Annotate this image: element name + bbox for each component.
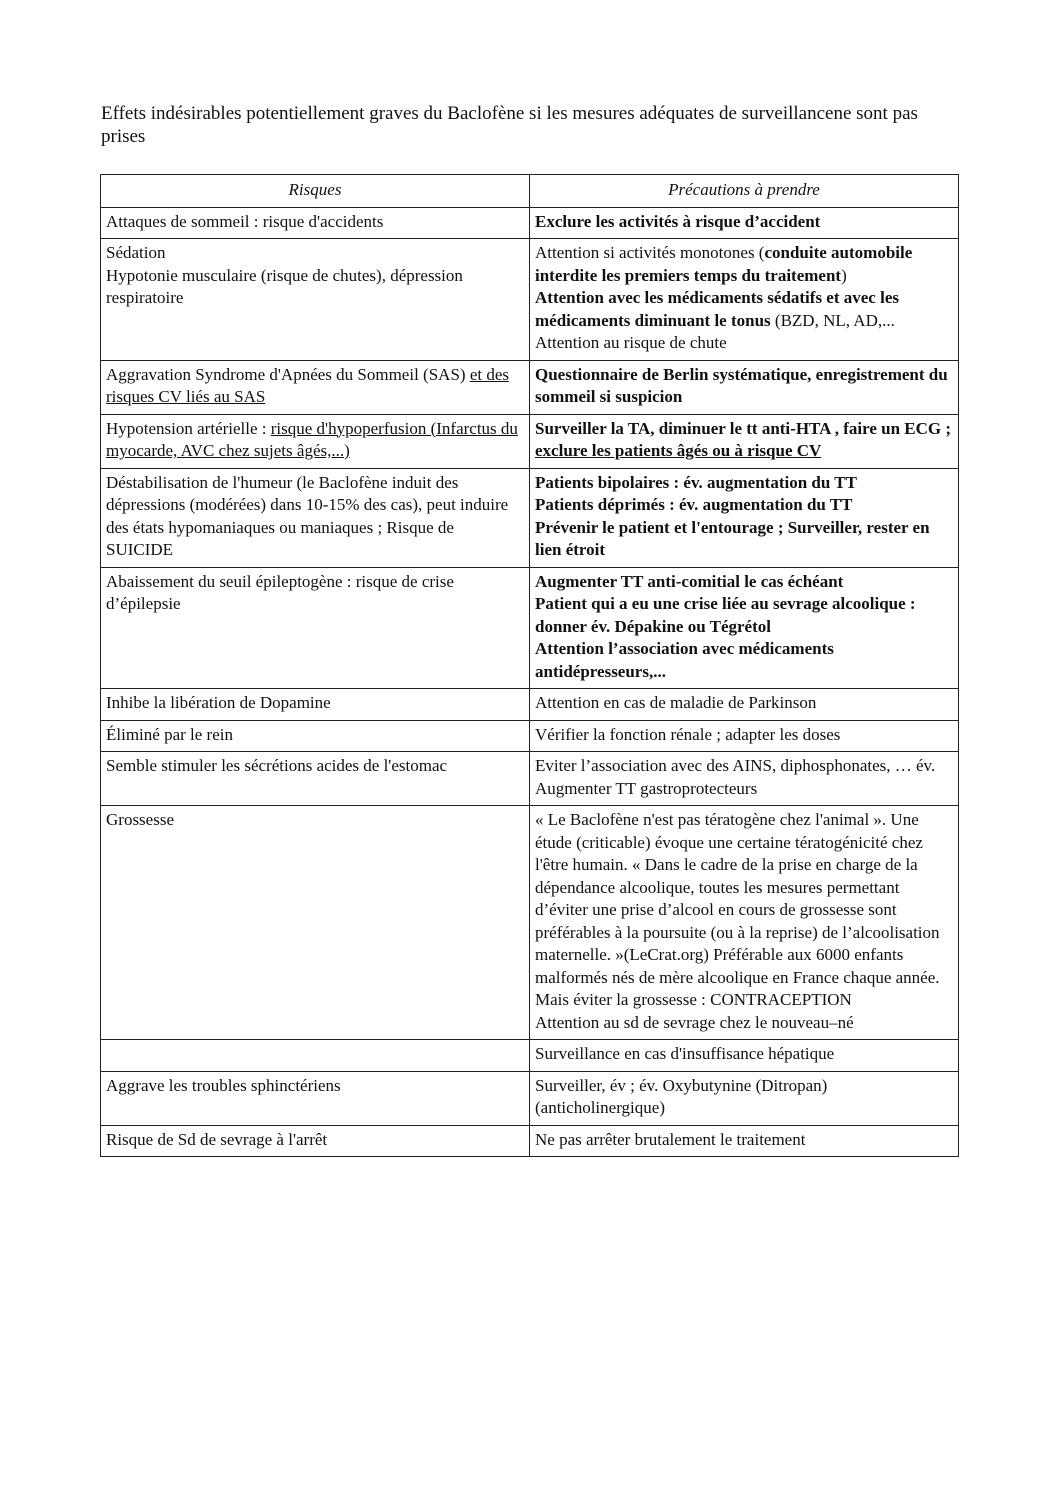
cell-line <box>106 242 524 265</box>
precaution-cell <box>530 1125 959 1157</box>
cell-text: (BZD, NL, AD,... <box>770 310 895 330</box>
table-row <box>101 752 959 806</box>
cell-line <box>106 364 524 409</box>
cell-text: Hypotension artérielle : <box>106 418 271 438</box>
cell-text: Grossesse <box>106 810 174 829</box>
precaution-cell <box>530 207 959 239</box>
cell-text: risque d'hypoperfusion (Infarctus du myocarde, AVC chez sujets âgés,...) <box>106 418 518 460</box>
precaution-cell <box>530 752 959 806</box>
cell-text: Déstabilisation de l'humeur (le Baclofène induit des dépressions (modérées) dans 10-15% des cas), peut induire des états hypomaniaques ou maniaques ; Risque de SUICIDE <box>106 472 509 559</box>
document-title: Effets indésirables potentiellement graves du Baclofène si les mesures adéquates de surveillancene sont pas prises <box>101 103 918 147</box>
cell-text: Surveillance en cas d'insuffisance hépatique <box>535 1044 835 1063</box>
cell-line <box>535 1043 953 1066</box>
risk-cell <box>101 360 530 414</box>
header-risks: Risques <box>101 175 530 208</box>
precaution-cell <box>530 1040 959 1072</box>
precaution-cell <box>530 468 959 567</box>
risk-cell <box>101 1040 530 1072</box>
table-row <box>101 1040 959 1072</box>
cell-text: Sédation <box>106 243 166 262</box>
table-row <box>101 806 959 1040</box>
cell-text: Éliminé par le rein <box>106 724 233 744</box>
cell-line <box>535 809 953 1012</box>
cell-text: Semble stimuler les sécrétions acides de l'estomac <box>106 756 448 775</box>
cell-text: « Le Baclofène n'est pas tératogène chez l'animal ». Une étude (criticable) évoque une certaine tératogénicité chez l'être humain. « Dans le cadre de la prise en charge de la dépendance alcoolique, toutes les mesures permettant d’éviter une prise d’alcool en cours de grossesse sont préférables à la poursuite (ou à la reprise) de l’alcoolisation maternelle. »(LeCrat.org) Préférable aux 6000 enfants malformés nés de mère alcoolique en France chaque année. Mais éviter la grossesse : CONTRACEPTION <box>535 810 940 1009</box>
cell-text: Prévenir le patient et l'entourage ; Surveiller, rester en lien étroit <box>535 517 930 559</box>
risk-cell <box>101 207 530 239</box>
precaution-cell <box>530 720 959 752</box>
risk-cell <box>101 468 530 567</box>
table-row <box>101 239 959 361</box>
cell-line <box>106 755 524 778</box>
cell-line <box>535 494 953 517</box>
cell-text: Attention au risque de chute <box>535 333 727 352</box>
table-row <box>101 567 959 689</box>
risk-cell <box>101 239 530 361</box>
precaution-cell <box>530 414 959 468</box>
header-precautions: Précautions à prendre <box>530 175 959 208</box>
precaution-cell <box>530 239 959 361</box>
cell-line <box>106 1075 524 1098</box>
cell-line <box>535 1075 953 1120</box>
table-row <box>101 1125 959 1157</box>
cell-line <box>535 724 953 747</box>
table-row <box>101 207 959 239</box>
cell-text: Vérifier la fonction rénale ; adapter les doses <box>535 724 841 744</box>
cell-line <box>535 287 953 332</box>
cell-line <box>535 211 953 234</box>
cell-text: Attention l’association avec médicaments antidépresseurs,... <box>535 639 834 681</box>
cell-line <box>535 332 953 355</box>
cell-text: Patients bipolaires : év. augmentation du TT <box>535 472 857 492</box>
cell-text: Exclure les activités à risque d’accident <box>535 211 821 231</box>
precaution-cell <box>530 567 959 689</box>
cell-line <box>106 809 524 832</box>
cell-text: Attention si activités monotones ( <box>535 243 765 262</box>
risk-cell <box>101 1071 530 1125</box>
cell-line <box>535 571 953 594</box>
table-row <box>101 468 959 567</box>
cell-line <box>106 265 524 310</box>
cell-line <box>106 472 524 562</box>
cell-line <box>535 593 953 638</box>
cell-line <box>535 1012 953 1035</box>
cell-text: Abaissement du seuil épileptogène : risque de crise d’épilepsie <box>106 571 454 613</box>
cell-text: conduite automobile interdite les premiers temps du traitement <box>535 243 913 285</box>
cell-line <box>535 692 953 715</box>
precaution-cell <box>530 689 959 721</box>
cell-text: Attention avec les médicaments sédatifs et avec les médicaments diminuant le tonus <box>535 288 899 330</box>
table-row <box>101 360 959 414</box>
table-row <box>101 1071 959 1125</box>
cell-text: Augmenter TT anti-comitial le cas échéant <box>535 571 844 591</box>
cell-line <box>535 638 953 683</box>
cell-line <box>535 1129 953 1152</box>
cell-text: Patients déprimés : év. augmentation du TT <box>535 495 853 514</box>
table-row <box>101 720 959 752</box>
cell-text: et des risques CV liés au SAS <box>106 364 509 406</box>
cell-text: Inhibe la libération de Dopamine <box>106 693 331 712</box>
risk-cell <box>101 806 530 1040</box>
table-row <box>101 689 959 721</box>
cell-line <box>535 418 953 463</box>
risk-cell <box>101 720 530 752</box>
cell-text: Eviter l’association avec des AINS, diphosphonates, … év. Augmenter TT gastroprotecteurs <box>535 756 936 798</box>
cell-text: Surveiller, év ; év. Oxybutynine (Ditropan) (anticholinergique) <box>535 1075 828 1117</box>
cell-text: ) <box>841 265 847 285</box>
cell-line <box>535 755 953 800</box>
cell-line <box>535 242 953 287</box>
cell-text: Risque de Sd de sevrage à l'arrêt <box>106 1129 328 1149</box>
risk-cell <box>101 414 530 468</box>
cell-text: Surveiller la TA, diminuer le tt anti-HTA , faire un ECG ; <box>535 418 952 438</box>
cell-text: Questionnaire de Berlin systématique, enregistrement du sommeil si suspicion <box>535 364 948 406</box>
cell-text: Hypotonie musculaire (risque de chutes), dépression respiratoire <box>106 265 463 307</box>
cell-line <box>106 1129 524 1152</box>
precaution-cell <box>530 806 959 1040</box>
cell-line <box>535 364 953 409</box>
risk-cell <box>101 752 530 806</box>
cell-text: Ne pas arrêter brutalement le traitement <box>535 1129 806 1149</box>
cell-line <box>535 517 953 562</box>
side-effects-table <box>100 174 959 1157</box>
cell-line <box>106 724 524 747</box>
cell-text: Patient qui a eu une crise liée au sevrage alcoolique : donner év. Dépakine ou Tégrétol <box>535 594 916 636</box>
risk-cell <box>101 1125 530 1157</box>
precaution-cell <box>530 360 959 414</box>
cell-text: Aggravation Syndrome d'Apnées du Sommeil (SAS) <box>106 364 470 384</box>
risk-cell <box>101 567 530 689</box>
precaution-cell <box>530 1071 959 1125</box>
cell-line <box>535 472 953 495</box>
table-row <box>101 414 959 468</box>
cell-text: Attention au sd de sevrage chez le nouveau–né <box>535 1012 854 1032</box>
cell-line <box>106 571 524 616</box>
cell-text: Attention en cas de maladie de Parkinson <box>535 693 817 712</box>
cell-line <box>106 418 524 463</box>
cell-line <box>106 211 524 234</box>
table-header-row <box>101 175 959 208</box>
cell-text: Aggrave les troubles sphinctériens <box>106 1075 341 1095</box>
cell-text: exclure les patients âgés ou à risque CV <box>535 441 822 460</box>
cell-line <box>106 692 524 715</box>
risk-cell <box>101 689 530 721</box>
cell-text: Attaques de sommeil : risque d'accidents <box>106 211 384 231</box>
table-body <box>101 207 959 1157</box>
